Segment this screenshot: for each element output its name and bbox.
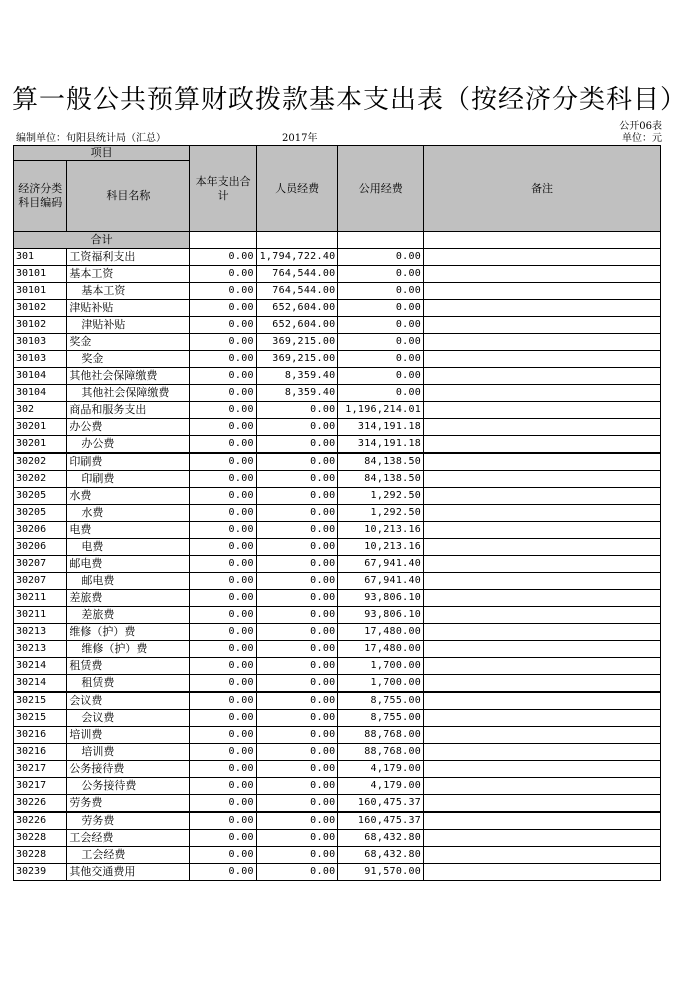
table-row	[14, 471, 661, 488]
row-total: 0.00	[190, 727, 257, 744]
row-name: 租赁费	[67, 658, 190, 675]
row-public: 88,768.00	[338, 744, 424, 761]
row-public: 1,292.50	[338, 505, 424, 522]
header-row-1	[14, 146, 661, 161]
table-row	[14, 334, 661, 351]
row-name: 津贴补贴	[67, 300, 190, 317]
total-cell	[338, 232, 424, 249]
row-total: 0.00	[190, 624, 257, 641]
row-remark	[424, 692, 661, 710]
header-remark: 备注	[424, 146, 661, 232]
row-total: 0.00	[190, 710, 257, 727]
row-name: 印刷费	[67, 453, 190, 471]
row-total: 0.00	[190, 266, 257, 283]
row-total: 0.00	[190, 556, 257, 573]
header-econ-code: 经济分类科目编码	[14, 161, 67, 232]
row-code: 30202	[14, 453, 67, 471]
row-name: 印刷费	[67, 471, 190, 488]
table-row	[14, 864, 661, 881]
row-remark	[424, 675, 661, 693]
row-name: 工会经费	[67, 847, 190, 864]
row-name: 租赁费	[67, 675, 190, 693]
row-name: 维修（护）费	[67, 641, 190, 658]
row-total: 0.00	[190, 778, 257, 795]
row-code: 30213	[14, 624, 67, 641]
row-code: 30202	[14, 471, 67, 488]
form-number: 公开06表	[619, 121, 662, 132]
row-name: 基本工资	[67, 283, 190, 300]
row-total: 0.00	[190, 471, 257, 488]
table-row	[14, 812, 661, 830]
row-code: 30201	[14, 419, 67, 436]
table-row	[14, 847, 661, 864]
row-code: 30216	[14, 744, 67, 761]
row-name: 水费	[67, 488, 190, 505]
row-name: 工会经费	[67, 830, 190, 847]
row-public: 84,138.50	[338, 453, 424, 471]
table-row	[14, 710, 661, 727]
total-row	[14, 232, 661, 249]
row-personnel: 0.00	[256, 419, 338, 436]
row-public: 8,755.00	[338, 710, 424, 727]
row-code: 30101	[14, 266, 67, 283]
table-row	[14, 368, 661, 385]
row-code: 30217	[14, 778, 67, 795]
row-name: 公务接待费	[67, 778, 190, 795]
row-personnel: 0.00	[256, 624, 338, 641]
row-name: 劳务费	[67, 795, 190, 813]
row-code: 30226	[14, 795, 67, 813]
row-total: 0.00	[190, 830, 257, 847]
row-name: 其他社会保障缴费	[67, 368, 190, 385]
row-personnel: 0.00	[256, 556, 338, 573]
row-personnel: 0.00	[256, 522, 338, 539]
row-code: 30103	[14, 334, 67, 351]
row-personnel: 0.00	[256, 641, 338, 658]
row-name: 邮电费	[67, 573, 190, 590]
row-total: 0.00	[190, 351, 257, 368]
row-name: 劳务费	[67, 812, 190, 830]
total-label: 合计	[14, 232, 190, 249]
row-personnel: 0.00	[256, 744, 338, 761]
table-row	[14, 761, 661, 778]
row-total: 0.00	[190, 864, 257, 881]
row-total: 0.00	[190, 368, 257, 385]
table-row	[14, 453, 661, 471]
row-personnel: 0.00	[256, 453, 338, 471]
row-remark	[424, 607, 661, 624]
total-cell	[256, 232, 338, 249]
row-public: 17,480.00	[338, 624, 424, 641]
row-remark	[424, 744, 661, 761]
row-total: 0.00	[190, 658, 257, 675]
row-code: 30102	[14, 317, 67, 334]
row-name: 电费	[67, 522, 190, 539]
row-total: 0.00	[190, 436, 257, 454]
row-name: 会议费	[67, 710, 190, 727]
table-row	[14, 351, 661, 368]
header-public: 公用经费	[338, 146, 424, 232]
row-remark	[424, 488, 661, 505]
row-code: 30239	[14, 864, 67, 881]
row-code: 30211	[14, 607, 67, 624]
table-row	[14, 641, 661, 658]
table-row	[14, 607, 661, 624]
row-public: 1,700.00	[338, 658, 424, 675]
row-name: 办公费	[67, 436, 190, 454]
row-total: 0.00	[190, 419, 257, 436]
row-total: 0.00	[190, 488, 257, 505]
row-public: 314,191.18	[338, 419, 424, 436]
row-personnel: 0.00	[256, 778, 338, 795]
row-personnel: 8,359.40	[256, 368, 338, 385]
row-remark	[424, 658, 661, 675]
table-row	[14, 266, 661, 283]
row-public: 68,432.80	[338, 830, 424, 847]
row-name: 商品和服务支出	[67, 402, 190, 419]
report-year: 2017年	[282, 133, 318, 144]
table-row	[14, 283, 661, 300]
row-remark	[424, 624, 661, 641]
row-code: 30205	[14, 505, 67, 522]
row-personnel: 0.00	[256, 402, 338, 419]
row-public: 0.00	[338, 249, 424, 266]
row-personnel: 0.00	[256, 795, 338, 813]
row-personnel: 8,359.40	[256, 385, 338, 402]
row-total: 0.00	[190, 300, 257, 317]
table-row	[14, 744, 661, 761]
row-name: 其他交通费用	[67, 864, 190, 881]
row-total: 0.00	[190, 590, 257, 607]
table-row	[14, 778, 661, 795]
row-public: 0.00	[338, 334, 424, 351]
header-project: 项目	[14, 146, 190, 161]
row-public: 0.00	[338, 300, 424, 317]
row-personnel: 0.00	[256, 436, 338, 454]
row-total: 0.00	[190, 641, 257, 658]
row-total: 0.00	[190, 812, 257, 830]
row-code: 30104	[14, 385, 67, 402]
row-code: 30207	[14, 573, 67, 590]
row-personnel: 0.00	[256, 761, 338, 778]
table-row	[14, 385, 661, 402]
row-code: 30104	[14, 368, 67, 385]
row-public: 88,768.00	[338, 727, 424, 744]
row-public: 84,138.50	[338, 471, 424, 488]
table-row	[14, 317, 661, 334]
row-remark	[424, 727, 661, 744]
row-personnel: 0.00	[256, 864, 338, 881]
row-remark	[424, 453, 661, 471]
header-total: 本年支出合计	[190, 146, 257, 232]
row-total: 0.00	[190, 847, 257, 864]
table-row	[14, 590, 661, 607]
row-name: 奖金	[67, 334, 190, 351]
row-total: 0.00	[190, 453, 257, 471]
row-personnel: 0.00	[256, 590, 338, 607]
row-total: 0.00	[190, 573, 257, 590]
table-row	[14, 727, 661, 744]
row-personnel: 369,215.00	[256, 334, 338, 351]
row-remark	[424, 812, 661, 830]
row-remark	[424, 249, 661, 266]
row-public: 0.00	[338, 317, 424, 334]
row-code: 30211	[14, 590, 67, 607]
row-remark	[424, 761, 661, 778]
row-remark	[424, 471, 661, 488]
row-code: 30101	[14, 283, 67, 300]
row-remark	[424, 847, 661, 864]
row-total: 0.00	[190, 317, 257, 334]
total-cell	[424, 232, 661, 249]
expenditure-table	[13, 145, 661, 881]
table-row	[14, 830, 661, 847]
row-public: 93,806.10	[338, 590, 424, 607]
table-row	[14, 300, 661, 317]
row-total: 0.00	[190, 283, 257, 300]
row-name: 电费	[67, 539, 190, 556]
row-public: 4,179.00	[338, 761, 424, 778]
header-subject-name: 科目名称	[67, 161, 190, 232]
row-name: 差旅费	[67, 590, 190, 607]
table-row	[14, 675, 661, 693]
row-personnel: 0.00	[256, 692, 338, 710]
row-remark	[424, 266, 661, 283]
row-personnel: 0.00	[256, 812, 338, 830]
row-code: 30217	[14, 761, 67, 778]
compiling-unit: 编制单位：旬阳县统计局（汇总）	[16, 133, 166, 144]
row-public: 1,700.00	[338, 675, 424, 693]
row-total: 0.00	[190, 795, 257, 813]
row-public: 67,941.40	[338, 556, 424, 573]
row-name: 其他社会保障缴费	[67, 385, 190, 402]
row-code: 30216	[14, 727, 67, 744]
table-row	[14, 436, 661, 454]
row-code: 30228	[14, 830, 67, 847]
row-name: 公务接待费	[67, 761, 190, 778]
row-remark	[424, 539, 661, 556]
row-public: 0.00	[338, 351, 424, 368]
row-public: 10,213.16	[338, 522, 424, 539]
table-row	[14, 505, 661, 522]
row-total: 0.00	[190, 539, 257, 556]
row-code: 30226	[14, 812, 67, 830]
header-personnel: 人员经费	[256, 146, 338, 232]
row-total: 0.00	[190, 692, 257, 710]
table-row	[14, 556, 661, 573]
row-remark	[424, 300, 661, 317]
row-code: 302	[14, 402, 67, 419]
row-remark	[424, 283, 661, 300]
row-code: 30103	[14, 351, 67, 368]
row-remark	[424, 402, 661, 419]
row-personnel: 652,604.00	[256, 317, 338, 334]
row-name: 会议费	[67, 692, 190, 710]
row-public: 1,292.50	[338, 488, 424, 505]
row-remark	[424, 864, 661, 881]
row-total: 0.00	[190, 675, 257, 693]
row-public: 4,179.00	[338, 778, 424, 795]
row-remark	[424, 573, 661, 590]
row-remark	[424, 641, 661, 658]
row-name: 培训费	[67, 727, 190, 744]
row-name: 邮电费	[67, 556, 190, 573]
row-public: 160,475.37	[338, 812, 424, 830]
row-total: 0.00	[190, 522, 257, 539]
row-name: 维修（护）费	[67, 624, 190, 641]
row-personnel: 0.00	[256, 710, 338, 727]
row-code: 301	[14, 249, 67, 266]
row-name: 水费	[67, 505, 190, 522]
row-personnel: 764,544.00	[256, 266, 338, 283]
row-total: 0.00	[190, 334, 257, 351]
table-row	[14, 573, 661, 590]
row-public: 0.00	[338, 385, 424, 402]
row-personnel: 0.00	[256, 539, 338, 556]
row-total: 0.00	[190, 607, 257, 624]
row-code: 30102	[14, 300, 67, 317]
page-title: 算一般公共预算财政拨款基本支出表（按经济分类科目）	[12, 85, 688, 115]
row-total: 0.00	[190, 385, 257, 402]
row-public: 67,941.40	[338, 573, 424, 590]
row-code: 30205	[14, 488, 67, 505]
row-code: 30215	[14, 692, 67, 710]
row-code: 30214	[14, 658, 67, 675]
row-public: 160,475.37	[338, 795, 424, 813]
row-code: 30213	[14, 641, 67, 658]
row-personnel: 0.00	[256, 607, 338, 624]
row-remark	[424, 317, 661, 334]
table-row	[14, 249, 661, 266]
row-public: 93,806.10	[338, 607, 424, 624]
row-personnel: 652,604.00	[256, 300, 338, 317]
row-personnel: 0.00	[256, 505, 338, 522]
row-total: 0.00	[190, 744, 257, 761]
row-public: 0.00	[338, 368, 424, 385]
row-remark	[424, 556, 661, 573]
row-total: 0.00	[190, 402, 257, 419]
table-row	[14, 658, 661, 675]
row-personnel: 0.00	[256, 471, 338, 488]
row-public: 0.00	[338, 283, 424, 300]
table-row	[14, 692, 661, 710]
row-code: 30228	[14, 847, 67, 864]
table-row	[14, 522, 661, 539]
row-public: 8,755.00	[338, 692, 424, 710]
row-remark	[424, 351, 661, 368]
row-code: 30206	[14, 539, 67, 556]
table-row	[14, 488, 661, 505]
row-remark	[424, 830, 661, 847]
table-row	[14, 795, 661, 813]
table-row	[14, 539, 661, 556]
table-row	[14, 419, 661, 436]
row-code: 30214	[14, 675, 67, 693]
row-personnel: 0.00	[256, 675, 338, 693]
row-personnel: 0.00	[256, 658, 338, 675]
row-remark	[424, 795, 661, 813]
row-name: 工资福利支出	[67, 249, 190, 266]
row-name: 差旅费	[67, 607, 190, 624]
row-personnel: 1,794,722.40	[256, 249, 338, 266]
row-code: 30207	[14, 556, 67, 573]
row-personnel: 0.00	[256, 488, 338, 505]
row-personnel: 0.00	[256, 830, 338, 847]
row-code: 30201	[14, 436, 67, 454]
row-personnel: 0.00	[256, 847, 338, 864]
table-row	[14, 624, 661, 641]
row-public: 0.00	[338, 266, 424, 283]
row-remark	[424, 385, 661, 402]
row-code: 30206	[14, 522, 67, 539]
row-personnel: 764,544.00	[256, 283, 338, 300]
row-personnel: 369,215.00	[256, 351, 338, 368]
row-total: 0.00	[190, 505, 257, 522]
row-personnel: 0.00	[256, 727, 338, 744]
row-name: 培训费	[67, 744, 190, 761]
row-public: 10,213.16	[338, 539, 424, 556]
row-personnel: 0.00	[256, 573, 338, 590]
currency-unit: 单位：元	[622, 133, 662, 144]
row-remark	[424, 436, 661, 454]
row-remark	[424, 522, 661, 539]
total-cell	[190, 232, 257, 249]
row-public: 314,191.18	[338, 436, 424, 454]
row-remark	[424, 419, 661, 436]
row-code: 30215	[14, 710, 67, 727]
row-public: 17,480.00	[338, 641, 424, 658]
row-remark	[424, 505, 661, 522]
row-remark	[424, 710, 661, 727]
row-name: 奖金	[67, 351, 190, 368]
row-total: 0.00	[190, 761, 257, 778]
row-public: 68,432.80	[338, 847, 424, 864]
row-name: 津贴补贴	[67, 317, 190, 334]
table-row	[14, 402, 661, 419]
row-remark	[424, 334, 661, 351]
row-public: 91,570.00	[338, 864, 424, 881]
row-public: 1,196,214.01	[338, 402, 424, 419]
row-total: 0.00	[190, 249, 257, 266]
row-remark	[424, 778, 661, 795]
row-name: 办公费	[67, 419, 190, 436]
row-remark	[424, 590, 661, 607]
row-name: 基本工资	[67, 266, 190, 283]
row-remark	[424, 368, 661, 385]
